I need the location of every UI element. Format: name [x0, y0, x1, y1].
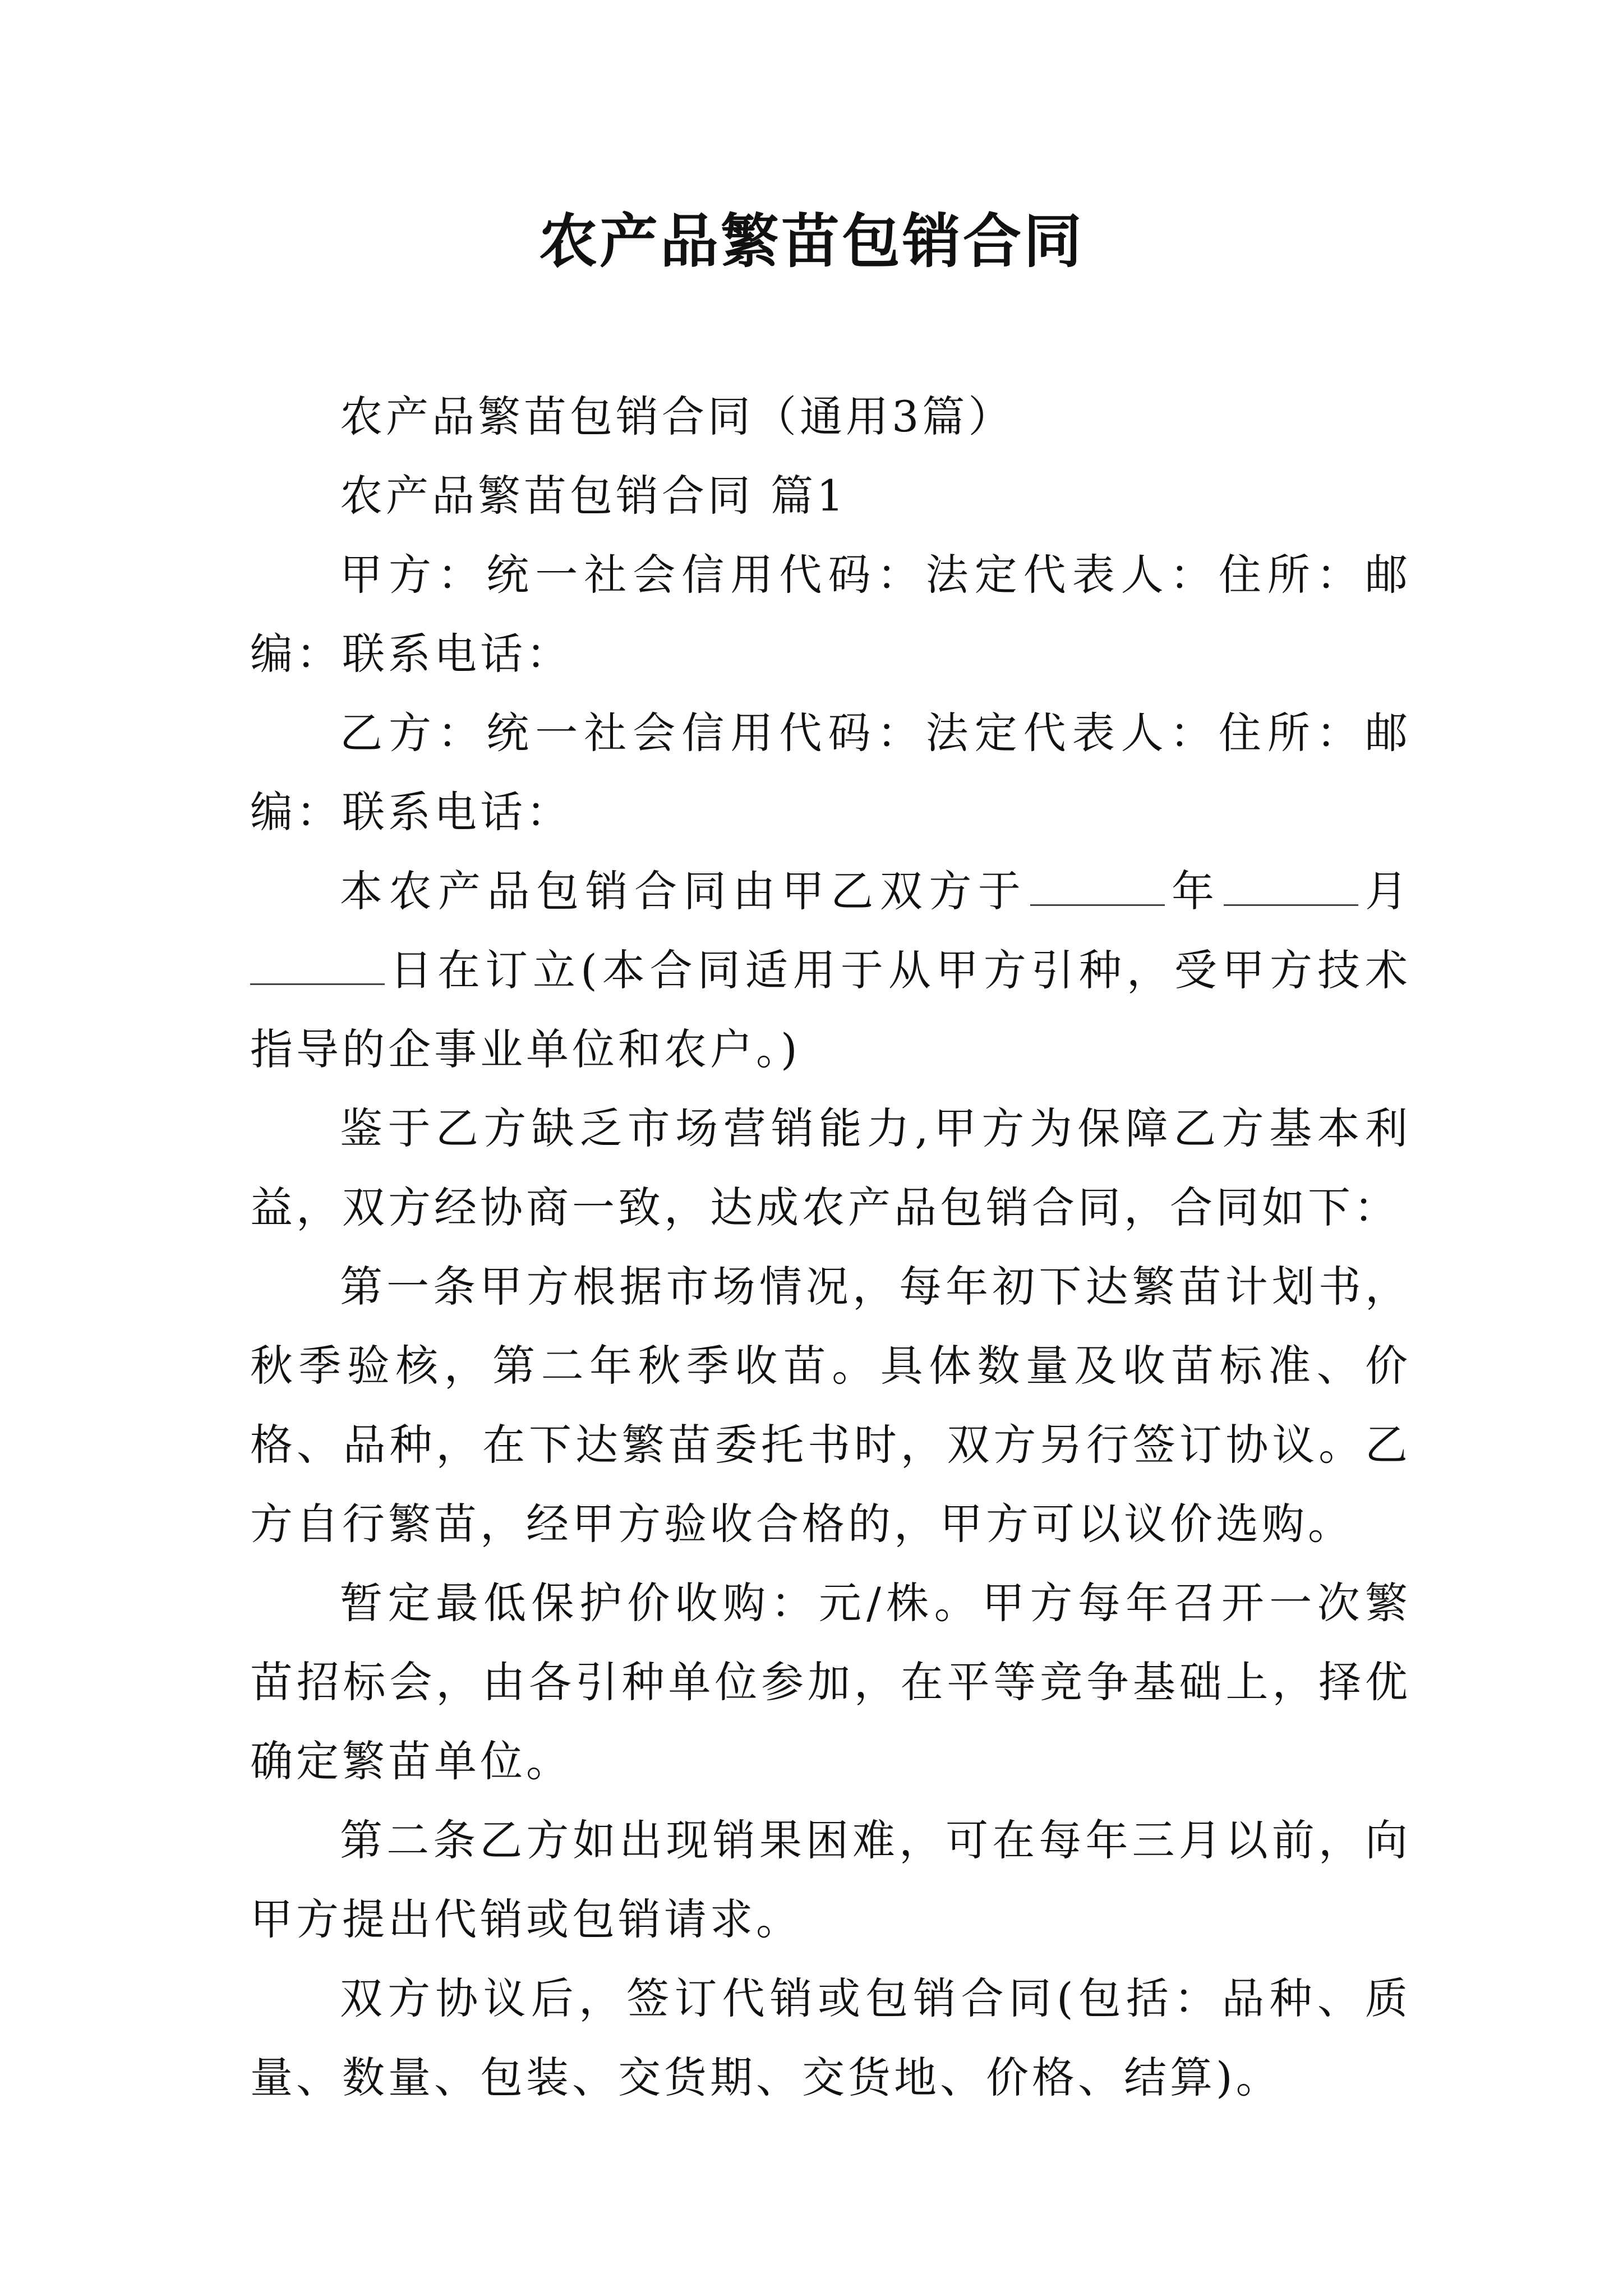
- section-heading: 农产品繁苗包销合同 篇1: [340, 471, 847, 521]
- intro-text-start: 本农产品包销合同由甲乙双方于: [340, 866, 1027, 916]
- party-a-info: 甲方：统一社会信用代码：法定代表人：住所：邮编：联系电话：: [250, 550, 1411, 679]
- article-1: 第一条甲方根据市场情况，每年初下达繁苗计划书，秋季验核，第二年秋季收苗。具体数量及收苗标准、价格、品种，在下达繁苗委托书时，双方另行签订协议。乙方自行繁苗，经甲方验收合格的，甲方可以议价选购。: [250, 1262, 1411, 1549]
- month-label: 月: [1362, 866, 1412, 916]
- year-blank: [1030, 904, 1165, 906]
- party-b-info: 乙方：统一社会信用代码：法定代表人：住所：邮编：联系电话：: [250, 708, 1411, 837]
- price-clause: 暂定最低保护价收购：元/株。甲方每年召开一次繁苗招标会，由各引种单位参加，在平等竞争基础上，择优确定繁苗单位。: [250, 1578, 1411, 1786]
- intro-text-end: 日在订立(本合同适用于从甲方引种，受甲方技术指导的企事业单位和农户。): [250, 945, 1411, 1074]
- year-label: 年: [1168, 866, 1221, 916]
- article-2: 第二条乙方如出现销果困难，可在每年三月以前，向甲方提出代销或包销请求。: [250, 1815, 1411, 1944]
- document-subtitle: 农产品繁苗包销合同（通用3篇）: [340, 392, 1015, 441]
- day-blank: [250, 983, 385, 985]
- document-title: 农产品繁苗包销合同: [538, 206, 1084, 275]
- whereas-paragraph: 鉴于乙方缺乏市场营销能力,甲方为保障乙方基本利益，双方经协商一致，达成农产品包销合同，合同如下：: [250, 1103, 1411, 1232]
- month-blank: [1224, 904, 1358, 906]
- document-body: [250, 377, 1411, 2117]
- intro-paragraph: [250, 852, 1411, 1089]
- agreement-clause: 双方协议后，签订代销或包销合同(包括：品种、质量、数量、包装、交货期、交货地、价格、结算)。: [250, 1973, 1411, 2102]
